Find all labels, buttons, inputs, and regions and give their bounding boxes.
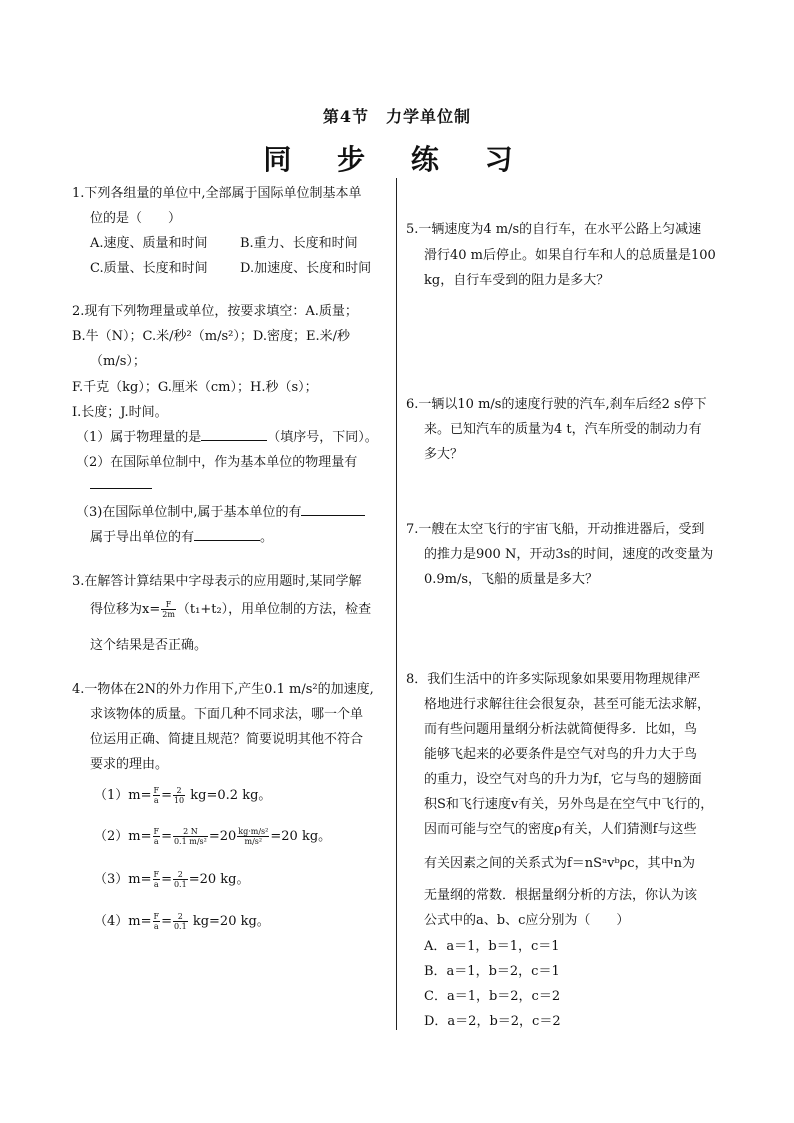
q2-line: I.长度；J.时间。	[72, 405, 168, 420]
q8-line: 8．我们生活中的许多实际现象如果要用物理规律严	[406, 672, 701, 687]
period: 。	[260, 530, 274, 545]
q8-line: 的重力，设空气对鸟的升力为f，它与鸟的翅膀面	[424, 772, 702, 787]
q2-sub-1	[76, 426, 378, 445]
q8-option-c: C．a＝1，b＝2，c＝2	[424, 989, 561, 1004]
q2-line: （m/s）；	[90, 354, 146, 369]
q3-post: （t₁+t₂），用单位制的方法，检查	[176, 602, 372, 617]
frac-den: 0.1	[173, 880, 187, 889]
answer-blank[interactable]	[194, 528, 260, 541]
method-label: （2）m=	[94, 829, 152, 844]
q3-line: 3.在解答计算结果中字母表示的应用题时,某同学解	[72, 574, 362, 589]
method-result: =20 kg。	[188, 872, 250, 887]
frac-num: 2	[173, 786, 185, 796]
q2-sub-3-text: （3)在国际单位制中,属于基本单位的有	[76, 505, 302, 520]
frac-num: 2	[173, 870, 188, 880]
q7-line: 0.9m/s，飞船的质量是多大？	[424, 572, 599, 587]
q4-method-2: （2）m= $\frac{F}{a}$ = $\frac{2 N}{\text{0.1 m/s²}}$ =20 $\frac{\text{kg·m/s²}}{\text{m/s²}}$ =20 kg。	[94, 827, 332, 846]
q3-line: 这个结果是否正确。	[90, 638, 208, 653]
q7-line: 的推力是900 N，开动3s的时间，速度的改变量为	[424, 547, 714, 562]
q8-line: 能够飞起来的必要条件是空气对鸟的升力大于鸟	[424, 747, 698, 762]
q8-option-b: B．a＝1，b＝2，c＝1	[424, 964, 560, 979]
page-title: 同 步 练 习	[263, 143, 531, 176]
q3-pre: 得位移为x=	[90, 602, 161, 617]
method-label: （1）m=	[94, 788, 152, 803]
method-label: （4）m=	[94, 914, 152, 929]
fraction	[173, 827, 208, 846]
answer-blank[interactable]	[301, 503, 365, 516]
q1-option-b: B.重力、长度和时间	[240, 236, 358, 251]
fraction	[153, 912, 161, 931]
method-result: kg=20 kg。	[192, 914, 270, 929]
fraction	[173, 912, 188, 931]
q5-line: 滑行40 m后停止。如果自行车和人的总质量是100	[424, 248, 716, 263]
q8-line: 无量纲的常数．根据量纲分析的方法，你认为该	[424, 888, 698, 903]
frac-num: F	[153, 870, 160, 879]
q8-option-a: A．a＝1，b＝1，c＝1	[424, 939, 560, 954]
q2-sub-3b-text: 属于导出单位的有	[90, 530, 195, 545]
frac-num: kg·m/s²	[238, 827, 269, 836]
q8-formula-line: 有关因素之间的关系式为f＝nSᵃvᵇρc，其中n为	[424, 856, 695, 871]
q2-sub-3	[76, 501, 365, 520]
q4-method-3: （3）m= $\frac{F}{a}$ = $\frac{2}{0.1}$ =20 kg。	[94, 870, 250, 889]
q4-line: 4.一物体在2N的外力作用下,产生0.1 m/s²的加速度,	[72, 682, 374, 697]
q7-line: 7.一艘在太空飞行的宇宙飞船，开动推进器后，受到	[406, 522, 705, 537]
frac-den: 0.1 m/s²	[173, 837, 207, 846]
column-divider	[396, 178, 397, 1030]
q1-option-a: A.速度、质量和时间	[90, 236, 208, 251]
q8-line: 公式中的a、b、c应分别为（ ）	[424, 913, 630, 928]
q4-method-1: （1）m= $\frac{F}{a}$ = $\frac{2}{10}$ kg=0.2 kg。	[94, 786, 272, 805]
q2-sub-3b	[90, 526, 273, 545]
q2-sub-2: （2）在国际单位制中，作为基本单位的物理量有	[76, 455, 358, 470]
q6-line: 多大？	[424, 447, 464, 462]
q3-frac-num: F	[161, 600, 176, 610]
method-label: （3）m=	[94, 872, 152, 887]
q3-formula-line	[90, 598, 371, 619]
fraction	[153, 870, 161, 889]
q4-line: 要求的理由。	[90, 757, 169, 772]
equals-20: =20	[208, 829, 237, 844]
q8-line: 积S和飞行速度v有关，另外鸟是在空气中飞行的，	[424, 797, 714, 812]
q2-sub-1-text: （1）属于物理量的是	[76, 430, 202, 445]
frac-den: a	[153, 837, 159, 846]
frac-den: m/s²	[244, 837, 263, 846]
q6-line: 来。已知汽车的质量为4 t，汽车所受的制动力有	[424, 422, 702, 437]
q4-method-4: （4）m= $\frac{F}{a}$ = $\frac{2}{0.1}$ kg=20 kg。	[94, 912, 270, 931]
section-heading: 第4节 力学单位制	[322, 107, 472, 126]
method-result: =20 kg。	[270, 829, 332, 844]
q8-line: 而有些问题用量纲分析法就简便得多．比如，鸟	[424, 722, 698, 737]
frac-den: a	[153, 922, 159, 931]
q8-option-d: D．a＝2，b＝2，c＝2	[424, 1014, 561, 1029]
q1-option-d: D.加速度、长度和时间	[240, 261, 372, 276]
fraction	[153, 786, 161, 805]
q2-line: F.千克（kg）；G.厘米（cm）；H.秒（s）；	[72, 380, 318, 395]
q8-line: 格地进行求解往往会很复杂，甚至可能无法求解，	[424, 697, 711, 712]
q2-line: B.牛（N）；C.米/秒²（m/s²）；D.密度；E.米/秒	[72, 329, 350, 344]
frac-den: 0.1	[173, 922, 187, 931]
q4-line: 位运用正确、简捷且规范？简要说明其他不符合	[90, 732, 364, 747]
fraction	[173, 786, 185, 805]
method-result: kg=0.2 kg。	[190, 788, 272, 803]
q2-sub-2-answer	[90, 476, 152, 493]
q2-sub-1-note: （填序号，下同）。	[267, 430, 378, 445]
frac-den: a	[153, 880, 159, 889]
frac-num: F	[153, 912, 160, 921]
frac-den: a	[153, 796, 159, 805]
q3-frac-den: 2m	[162, 610, 175, 619]
q5-line: 5.一辆速度为4 m/s的自行车，在水平公路上匀减速	[406, 222, 702, 237]
q1-line: 位的是（ ）	[90, 211, 182, 226]
q1-option-c: C.质量、长度和时间	[90, 261, 208, 276]
q2-line: 2.现有下列物理量或单位，按要求填空：A.质量；	[72, 304, 358, 319]
frac-num: F	[153, 786, 160, 795]
q5-line: kg，自行车受到的阻力是多大？	[424, 273, 610, 288]
frac-num: F	[153, 827, 160, 836]
frac-den: 10	[173, 796, 185, 805]
answer-blank[interactable]	[201, 428, 267, 441]
q3-fraction	[161, 600, 176, 619]
fraction	[237, 827, 269, 846]
fraction	[153, 827, 161, 846]
q8-line: 因而可能与空气的密度ρ有关，人们猜测f与这些	[424, 822, 697, 837]
q4-line: 求该物体的质量。下面几种不同求法，哪一个单	[90, 707, 364, 722]
frac-num: 2	[173, 912, 188, 922]
q6-line: 6.一辆以10 m/s的速度行驶的汽车,刹车后经2 s停下	[406, 397, 707, 412]
answer-blank[interactable]	[90, 476, 152, 489]
q1-line: 1.下列各组量的单位中,全部属于国际单位制基本单	[72, 186, 362, 201]
frac-num: 2 N	[173, 827, 208, 837]
fraction	[173, 870, 188, 889]
